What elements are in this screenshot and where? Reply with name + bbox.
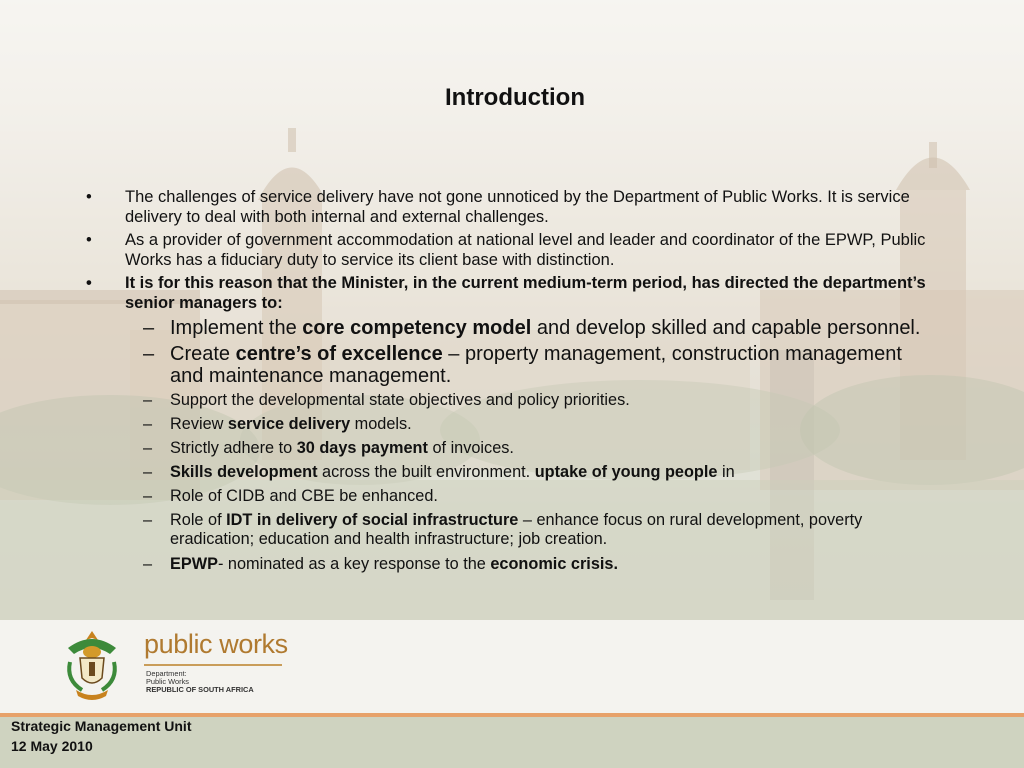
bullet-text: As a provider of government accommodation at national level and leader and coordinator of the EPWP, Public Works has a fiduciary duty to service its client base with distinction. [125,231,926,269]
sub-item-emphasis: EPWP [170,554,218,573]
dash-marker: – [143,462,153,481]
dash-marker: – [143,438,153,457]
sub-item-emphasis: economic crisis. [490,554,618,573]
dash-marker: – [143,414,153,433]
sub-item [86,415,936,435]
sub-item [86,463,936,483]
sub-item-text: Implement the [170,317,303,339]
sub-item [86,555,936,575]
sub-item-text: of invoices. [427,438,514,457]
sub-item [86,317,936,340]
logo-rule [144,664,282,666]
dash-marker: – [143,554,153,573]
sub-item-emphasis: IDT in delivery of social infrastructure [226,510,519,529]
slide-body [86,188,936,579]
bullet-item [86,274,936,313]
bullet-list [86,188,936,313]
dash-marker: – [143,317,155,339]
sub-item [86,487,936,507]
sub-item [86,391,936,411]
coat-of-arms-icon [62,628,122,704]
bullet-text: The challenges of service delivery have not gone unnoticed by the Department of Public Works. It is service delivery to deal with both internal and external challenges. [125,188,910,226]
sub-item-emphasis: uptake of young people [534,462,718,481]
sub-item-emphasis: 30 days payment [296,438,428,457]
bullet-text: It is for this reason that the Minister, in the current medium-term period, has directed the department’s senior managers to: [125,274,926,312]
sub-item-text: models. [350,414,412,433]
sub-item [86,511,936,550]
footer-date: 12 May 2010 [11,738,93,754]
bullet-marker: • [86,274,92,292]
sub-item-text: Strictly adhere to [170,438,297,457]
sub-bullet-list [86,317,936,574]
sub-item-text: - nominated as a key response to the [217,554,491,573]
sub-item [86,343,936,388]
sub-item [86,439,936,459]
sub-item-text: – property management, construction management and maintenance management. [170,342,902,387]
sub-item-text: Support the developmental state objectives and policy priorities. [170,390,630,409]
dash-marker: – [143,510,153,529]
slide-title: Introduction [445,84,585,111]
dash-marker: – [143,486,153,505]
logo-wordmark: public works [144,629,288,659]
sub-item-text: Role of [170,510,227,529]
sub-item-emphasis: centre’s of excellence [235,342,443,365]
sub-item-text: in [717,462,735,481]
dash-marker: – [143,342,155,365]
bullet-item [86,231,936,270]
sub-item-text: Review [170,414,228,433]
bullet-marker: • [86,231,92,249]
sub-item-emphasis: Skills development [170,462,318,481]
footer-unit: Strategic Management Unit [11,718,192,734]
sub-item-text: and develop skilled and capable personnel. [531,317,921,339]
sub-item-text: Create [170,342,236,365]
sub-item-emphasis: service delivery [227,414,351,433]
sub-item-text: across the built environment. [317,462,535,481]
bullet-item [86,188,936,227]
dash-marker: – [143,390,153,409]
bullet-marker: • [86,188,92,206]
public-works-logo [62,628,322,704]
sub-item-text: – enhance focus on rural development, poverty eradication; education and health infrastructure; job creation. [170,510,863,549]
logo-subtitle: Public Works [146,677,189,686]
sub-item-text: Role of CIDB and CBE be enhanced. [170,486,438,505]
logo-subtitle: Department: [146,669,187,678]
logo-subtitle: REPUBLIC OF SOUTH AFRICA [146,685,254,694]
sub-item-emphasis: core competency model [302,317,532,339]
